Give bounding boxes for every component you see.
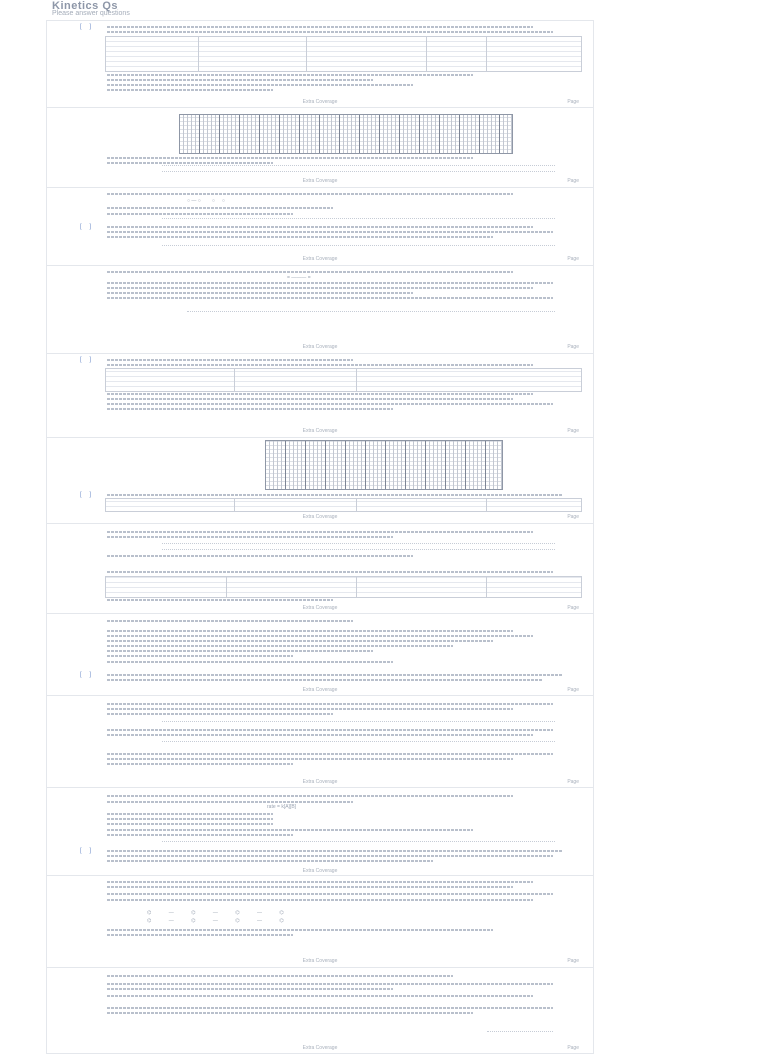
page-number: Page (567, 178, 579, 184)
text-line (107, 281, 553, 285)
data-table (105, 498, 582, 512)
text-line (107, 639, 493, 643)
text-line (107, 707, 513, 711)
data-table (105, 368, 582, 392)
page-1 (46, 20, 594, 108)
page-number: Page (567, 1045, 579, 1051)
page-number: Page (567, 779, 579, 785)
page-number: Page (567, 687, 579, 693)
text-line (107, 728, 553, 732)
page-5 (46, 354, 594, 438)
text-line (107, 898, 533, 902)
answer-line[interactable] (487, 1030, 553, 1032)
page-number: Page (567, 958, 579, 964)
document-title: Kinetics Qs (52, 0, 119, 12)
data-table (105, 576, 582, 598)
text-line (107, 392, 533, 396)
text-line (107, 654, 293, 658)
text-line (107, 397, 513, 401)
question-marker (79, 672, 95, 679)
text-line (107, 73, 473, 77)
text-line (107, 702, 553, 706)
text-line (107, 833, 293, 837)
text-line (107, 225, 533, 229)
text-line (107, 812, 273, 816)
text-line (107, 982, 553, 986)
text-line (107, 822, 273, 826)
text-line (107, 678, 543, 682)
text-line (107, 854, 553, 858)
text-line (107, 598, 333, 602)
text-line (107, 493, 563, 497)
page-number: Page (567, 514, 579, 520)
text-line (107, 712, 333, 716)
text-line (107, 83, 413, 87)
text-line (107, 88, 273, 92)
page-footer: Extra Coverage (302, 687, 338, 693)
answer-line[interactable] (162, 840, 555, 842)
text-line (107, 994, 533, 998)
page-9 (46, 696, 594, 788)
answer-line[interactable] (162, 720, 555, 722)
text-line (107, 757, 513, 761)
text-line (107, 230, 553, 234)
text-line (107, 644, 453, 648)
text-line (107, 206, 333, 210)
page-footer: Extra Coverage (302, 1045, 338, 1051)
text-line (107, 270, 513, 274)
text-line (107, 78, 373, 82)
text-line (107, 235, 493, 239)
text-line (107, 649, 373, 653)
text-line (107, 407, 393, 411)
text-line (107, 30, 553, 34)
page-number: Page (567, 256, 579, 262)
page-footer: Extra Coverage (302, 514, 338, 520)
page-footer: Extra Coverage (302, 256, 338, 262)
text-line (107, 974, 453, 978)
text-line (107, 363, 533, 367)
question-marker (79, 357, 95, 364)
document-subtitle: Please answer questions (52, 10, 130, 17)
text-line (107, 1011, 473, 1015)
graph-grid (179, 114, 513, 154)
text-line (107, 752, 553, 756)
text-line (107, 358, 353, 362)
text-line (107, 733, 533, 737)
text-line (107, 192, 513, 196)
text-line (107, 800, 353, 804)
text-line (107, 828, 473, 832)
text-line (107, 849, 563, 853)
text-line (107, 291, 413, 295)
data-table (105, 36, 582, 72)
text-line (107, 634, 533, 638)
page-3 (46, 188, 594, 266)
page-10 (46, 788, 594, 876)
text-line (107, 880, 533, 884)
text-line (107, 554, 413, 558)
page-footer: Extra Coverage (302, 344, 338, 350)
text-line (107, 885, 513, 889)
page-footer: Extra Coverage (302, 958, 338, 964)
question-marker (79, 224, 95, 231)
structures-row: ⌬ — ⌬ — ⌬ — ⌬ (147, 910, 292, 916)
text-line (107, 673, 563, 677)
question-marker (79, 24, 95, 31)
page-footer: Extra Coverage (302, 779, 338, 785)
text-line (107, 402, 553, 406)
pages-container (46, 20, 594, 1054)
text-line (107, 892, 553, 896)
text-line (107, 212, 293, 216)
text-line (107, 535, 393, 539)
page-footer: Extra Coverage (302, 178, 338, 184)
text-line (107, 286, 533, 290)
text-line (107, 1006, 553, 1010)
page-number: Page (567, 344, 579, 350)
answer-line[interactable] (162, 170, 555, 172)
text-line (107, 933, 293, 937)
page-footer: Extra Coverage (302, 428, 338, 434)
text-line (107, 817, 273, 821)
equation: = ——— = (287, 275, 311, 281)
text-line (107, 619, 353, 623)
text-line (107, 296, 553, 300)
page-number: Page (567, 99, 579, 105)
text-line (107, 660, 393, 664)
text-line (107, 570, 553, 574)
text-line (107, 25, 533, 29)
text-line (107, 987, 393, 991)
page-footer: Extra Coverage (302, 605, 338, 611)
answer-line[interactable] (162, 548, 555, 550)
question-marker (79, 492, 95, 499)
text-line (107, 629, 513, 633)
answer-line[interactable] (162, 244, 555, 246)
page-number: Page (567, 428, 579, 434)
graph-grid (265, 440, 503, 490)
text-line (107, 156, 473, 160)
question-marker (79, 848, 95, 855)
page-8 (46, 614, 594, 696)
page-12 (46, 968, 594, 1054)
text-line (107, 762, 293, 766)
text-line (107, 530, 533, 534)
answer-line[interactable] (162, 217, 555, 219)
page-11 (46, 876, 594, 968)
answer-line[interactable] (187, 310, 555, 312)
page-4 (46, 266, 594, 354)
text-line (107, 794, 513, 798)
reaction-scheme: ○ — ○ ○ ○ (187, 198, 225, 204)
page-7 (46, 524, 594, 614)
answer-line[interactable] (162, 740, 555, 742)
page-6 (46, 438, 594, 524)
rate-equation: rate = k[A][B] (267, 804, 297, 810)
page-footer: Extra Coverage (302, 99, 338, 105)
page-footer: Extra Coverage (302, 868, 338, 874)
text-line (107, 859, 433, 863)
answer-line[interactable] (162, 164, 555, 166)
structures-row: ⌬ — ⌬ — ⌬ — ⌬ (147, 918, 292, 924)
answer-line[interactable] (162, 542, 555, 544)
page-2 (46, 108, 594, 188)
text-line (107, 928, 493, 932)
page-number: Page (567, 605, 579, 611)
